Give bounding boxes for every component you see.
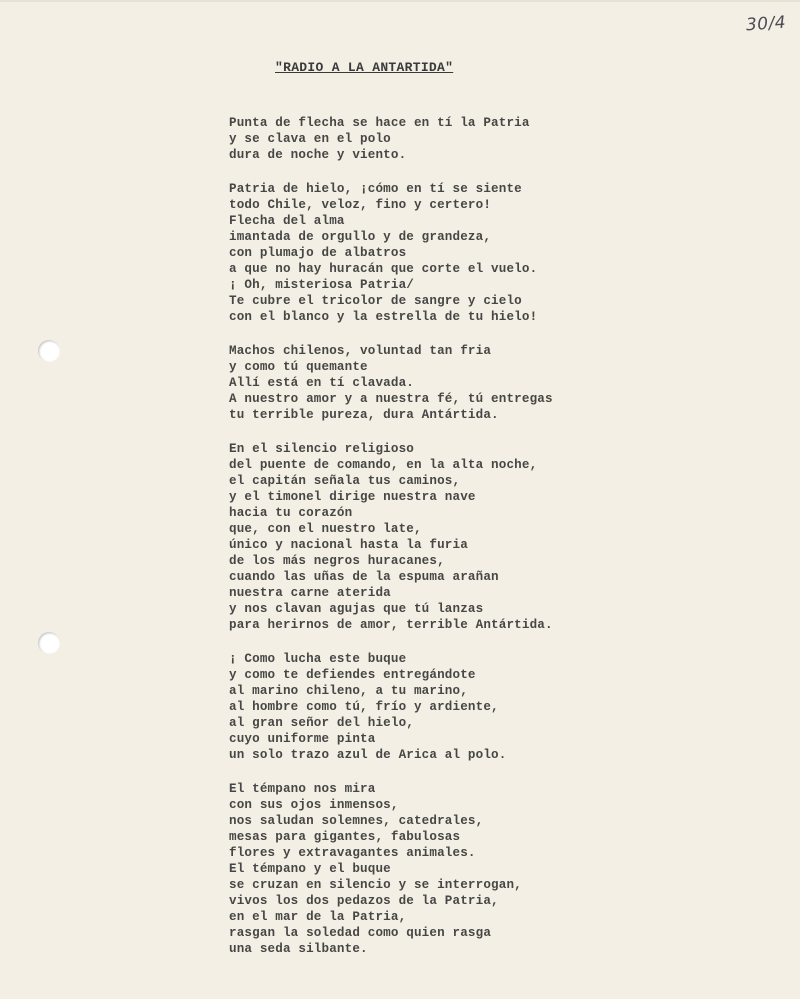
stanza — [229, 651, 789, 763]
poem-line: al gran señor del hielo, — [229, 716, 414, 730]
poem-title: "RADIO A LA ANTARTIDA" — [275, 60, 454, 75]
poem-line: mesas para gigantes, fabulosas — [229, 830, 461, 844]
stanza — [229, 343, 789, 423]
poem-line: del puente de comando, en la alta noche, — [229, 458, 538, 472]
page-reference-number: 30/4 — [745, 12, 787, 36]
poem-line: en el mar de la Patria, — [229, 910, 407, 924]
poem-line: con sus ojos inmensos, — [229, 798, 399, 812]
poem-body — [229, 115, 789, 975]
poem-line: El témpano nos mira — [229, 782, 376, 796]
poem-line: nuestra carne aterida — [229, 586, 391, 600]
poem-line: todo Chile, veloz, fino y certero! — [229, 198, 492, 212]
poem-line: a que no hay huracán que corte el vuelo. — [229, 262, 538, 276]
poem-line: que, con el nuestro late, — [229, 522, 422, 536]
poem-line: Allí está en tí clavada. — [229, 376, 414, 390]
punch-hole — [38, 632, 60, 654]
punch-hole — [38, 340, 60, 362]
poem-line: En el silencio religioso — [229, 442, 414, 456]
poem-line: y el timonel dirige nuestra nave — [229, 490, 476, 504]
poem-line: cuando las uñas de la espuma arañan — [229, 570, 499, 584]
poem-line: A nuestro amor y a nuestra fé, tú entregas — [229, 392, 553, 406]
poem-line: cuyo uniforme pinta — [229, 732, 376, 746]
poem-line: flores y extravagantes animales. — [229, 846, 476, 860]
poem-line: y como te defiendes entregándote — [229, 668, 476, 682]
poem-line: y se clava en el polo — [229, 132, 391, 146]
poem-line: El témpano y el buque — [229, 862, 391, 876]
poem-line: con plumajo de albatros — [229, 246, 407, 260]
poem-line: para herirnos de amor, terrible Antártida. — [229, 618, 553, 632]
poem-line: dura de noche y viento. — [229, 148, 407, 162]
poem-line: con el blanco y la estrella de tu hielo! — [229, 310, 538, 324]
poem-line: una seda silbante. — [229, 942, 368, 956]
poem-line: Machos chilenos, voluntad tan fria — [229, 344, 492, 358]
poem-line: y como tú quemante — [229, 360, 368, 374]
poem-line: Te cubre el tricolor de sangre y cielo — [229, 294, 522, 308]
poem-line: y nos clavan agujas que tú lanzas — [229, 602, 484, 616]
poem-line: Punta de flecha se hace en tí la Patria — [229, 116, 530, 130]
stanza — [229, 441, 789, 633]
poem-line: al marino chileno, a tu marino, — [229, 684, 468, 698]
poem-line: imantada de orgullo y de grandeza, — [229, 230, 492, 244]
poem-line: tu terrible pureza, dura Antártida. — [229, 408, 499, 422]
poem-line: al hombre como tú, frío y ardiente, — [229, 700, 499, 714]
stanza — [229, 781, 789, 957]
poem-line: Flecha del alma — [229, 214, 345, 228]
poem-line: vivos los dos pedazos de la Patria, — [229, 894, 499, 908]
poem-line: rasgan la soledad como quien rasga — [229, 926, 492, 940]
poem-line: el capitán señala tus caminos, — [229, 474, 461, 488]
poem-line: se cruzan en silencio y se interrogan, — [229, 878, 522, 892]
poem-line: ¡ Oh, misteriosa Patria/ — [229, 278, 414, 292]
poem-line: un solo trazo azul de Arica al polo. — [229, 748, 507, 762]
poem-line: único y nacional hasta la furia — [229, 538, 468, 552]
stanza — [229, 181, 789, 325]
poem-line: Patria de hielo, ¡cómo en tí se siente — [229, 182, 522, 196]
poem-line: hacia tu corazón — [229, 506, 353, 520]
stanza — [229, 115, 789, 163]
poem-line: nos saludan solemnes, catedrales, — [229, 814, 484, 828]
poem-line: ¡ Como lucha este buque — [229, 652, 407, 666]
poem-line: de los más negros huracanes, — [229, 554, 445, 568]
